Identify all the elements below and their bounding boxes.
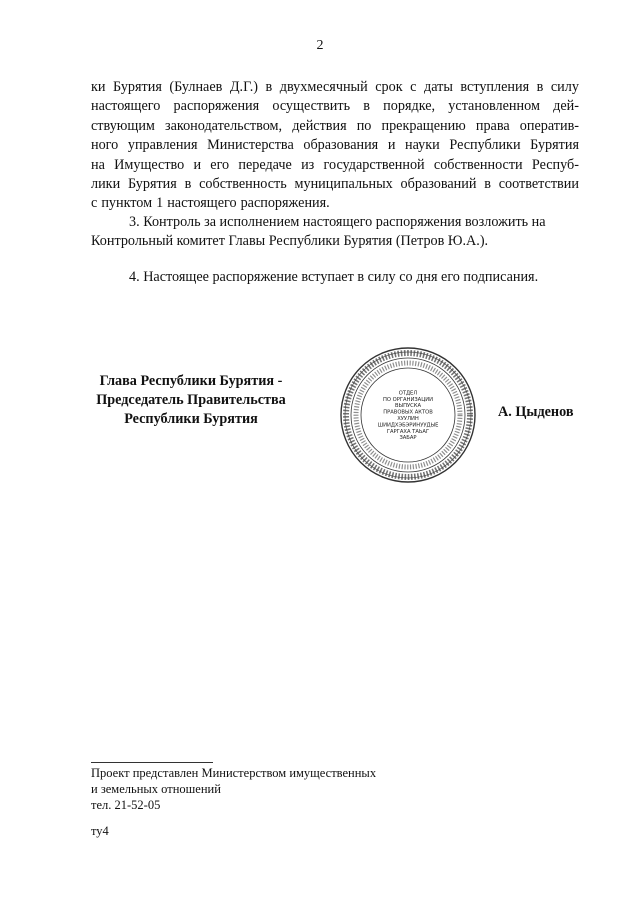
svg-text:ШИИДХЭБЭРИНУУДЫЕ: ШИИДХЭБЭРИНУУДЫЕ: [377, 422, 439, 429]
official-seal: [338, 345, 478, 485]
paragraph-word: в: [363, 98, 370, 115]
paragraph-word: Бурятия: [113, 79, 162, 95]
paragraph-word: осуществить: [272, 98, 351, 115]
paragraph-word: порядке,: [383, 98, 436, 115]
paragraph-word: дей-: [553, 98, 579, 115]
page-number: 2: [316, 38, 324, 53]
svg-text:ВЫПУСКА: ВЫПУСКА: [394, 403, 422, 410]
footnote: [91, 765, 376, 813]
paragraph-word: муниципальных: [294, 176, 393, 193]
svg-text:ПО ОРГАНИЗАЦИИ: ПО ОРГАНИЗАЦИИ: [382, 396, 434, 403]
paragraph-word: распоряжения: [173, 98, 260, 115]
paragraph-line: [91, 136, 579, 155]
paragraph-word: срок: [375, 79, 403, 95]
paragraph-word: управления: [127, 137, 198, 154]
paragraph-word: даты: [423, 79, 453, 95]
svg-text:ЗАБАР: ЗАБАР: [399, 435, 417, 442]
signatory-title-line: Председатель Правительства: [96, 392, 286, 408]
paragraph-word: в: [484, 176, 491, 193]
item-4-paragraph: [91, 268, 579, 287]
paragraph-word: лики: [91, 176, 121, 193]
paragraph-word: и: [387, 137, 396, 154]
paragraph-word: настоящего: [91, 98, 161, 115]
paragraph-word: Имущество: [114, 156, 185, 173]
footnote-line: Проект представлен Министерством имущественных: [91, 766, 377, 780]
signatory-title-line: Республики Бурятия: [124, 411, 258, 427]
paragraph-word: Бурятия: [530, 137, 579, 154]
paragraph-word: ствующим: [91, 117, 155, 134]
paragraph-word: права: [475, 117, 510, 134]
paragraph-word: Бурятия: [127, 176, 177, 193]
paragraph-word: государственной: [323, 156, 425, 173]
paragraph-word: Министерства: [207, 137, 294, 154]
paragraph-line: [91, 194, 579, 213]
paragraph-word: вступления: [460, 79, 530, 95]
paragraph-line: [91, 97, 579, 116]
paragraph-word: (Булнаев: [169, 79, 223, 95]
svg-text:ПРАВОВЫХ АКТОВ: ПРАВОВЫХ АКТОВ: [383, 409, 433, 416]
paragraph-word: в: [265, 79, 273, 95]
item-4-line: 4. Настоящее распоряжение вступает в силу со дня его подписания.: [129, 269, 539, 285]
paragraph-word: силу: [550, 79, 579, 95]
paragraph-word: передаче: [238, 156, 292, 173]
continued-paragraph: [91, 78, 579, 214]
item-3-paragraph: [91, 213, 579, 252]
paragraph-word: установленном: [448, 98, 540, 115]
signatory-name: А. Цыденов: [498, 404, 574, 420]
paragraph-word: соответствии: [498, 176, 579, 193]
paragraph-word: науки: [405, 137, 440, 154]
paragraph-word: собственность: [199, 176, 287, 193]
paragraph-word: действия: [292, 117, 347, 134]
paragraph-word: из: [301, 156, 315, 173]
paragraph-word: ки: [91, 79, 106, 95]
paragraph-word: законодательством,: [165, 117, 283, 134]
footnote-divider: [91, 762, 213, 763]
paragraph-word: собственности: [433, 156, 523, 173]
paragraph-word: Д.Г.): [229, 79, 258, 95]
paragraph-word: образования: [303, 137, 379, 154]
paragraph-word: настоящего: [167, 195, 237, 212]
paragraph-line: [91, 156, 579, 175]
document-tag: ту4: [91, 824, 109, 838]
svg-text:ХУУЛИН: ХУУЛИН: [397, 416, 419, 422]
paragraph-word: образований: [400, 176, 477, 193]
paragraph-word: прекращению: [381, 117, 466, 134]
paragraph-line: [91, 117, 579, 136]
paragraph-word: оператив-: [519, 117, 579, 134]
paragraph-word: 1: [156, 195, 164, 212]
paragraph-word: с: [91, 195, 98, 212]
item-3-line: Контрольный комитет Главы Республики Бурятия (Петров Ю.А.).: [91, 233, 489, 250]
paragraph-word: на: [91, 156, 105, 173]
footnote-line: тел. 21-52-05: [91, 798, 161, 812]
paragraph-word: Респуб-: [531, 156, 579, 173]
paragraph-word: распоряжения.: [240, 195, 330, 212]
paragraph-word: с: [410, 79, 417, 95]
paragraph-word: пунктом: [101, 195, 153, 212]
svg-text:ОТДЕЛ: ОТДЕЛ: [398, 390, 418, 397]
paragraph-line: [91, 175, 579, 194]
signatory-title-line: Глава Республики Бурятия -: [99, 373, 283, 389]
signatory-title: [86, 372, 296, 429]
svg-text:ГАРГАХА ТАЬАГ: ГАРГАХА ТАЬАГ: [386, 428, 430, 435]
paragraph-word: Республики: [449, 137, 521, 154]
paragraph-word: ного: [91, 137, 119, 154]
paragraph-word: по: [356, 117, 372, 134]
paragraph-line: [91, 78, 579, 97]
paragraph-word: в: [536, 79, 544, 95]
paragraph-word: его: [210, 156, 230, 173]
paragraph-word: в: [184, 176, 192, 193]
paragraph-word: двухмесячный: [279, 79, 368, 95]
footnote-line: и земельных отношений: [91, 782, 221, 796]
item-3-line: 3. Контроль за исполнением настоящего распоряжения возложить на: [129, 214, 546, 230]
paragraph-word: и: [193, 156, 202, 173]
